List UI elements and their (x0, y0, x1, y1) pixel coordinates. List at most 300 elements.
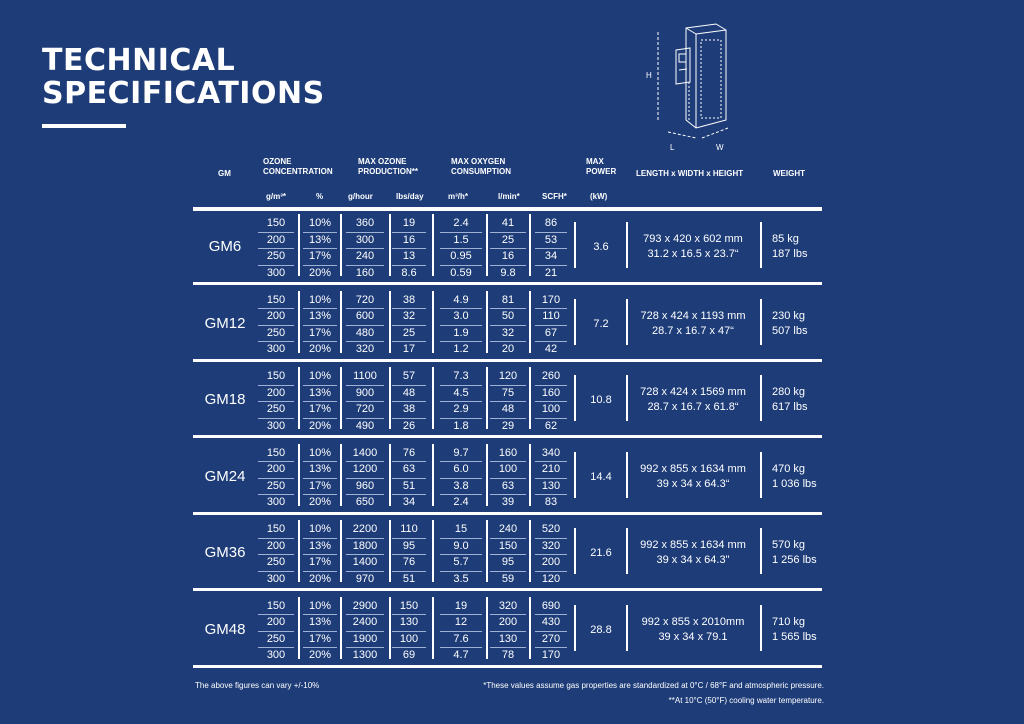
cell-value: 62 (544, 419, 558, 432)
title-line-1: TECHNICAL (42, 43, 236, 78)
cell-m3h (440, 293, 482, 358)
cell-value: 32 (392, 309, 426, 326)
column-divider (574, 375, 576, 421)
cell-value: 48 (392, 386, 426, 403)
cell-value: 95 (392, 539, 426, 556)
row-separator (193, 359, 822, 362)
cell-value: 160 (535, 386, 567, 403)
cell-value: 20% (308, 649, 332, 661)
cell-value: 2.4 (440, 216, 482, 233)
column-divider (340, 214, 342, 276)
cell-value: 25 (392, 326, 426, 343)
cell-value: 76 (392, 555, 426, 572)
cell-lmin (490, 369, 526, 434)
model-name: GM18 (204, 391, 246, 408)
subheader-m3h: m³/h* (448, 192, 468, 201)
column-divider (298, 597, 300, 659)
cell-value: 360 (346, 216, 384, 233)
cell-value: 430 (535, 615, 567, 632)
cell-value: 250 (258, 555, 294, 572)
header-max-oxygen-consumption: MAX OXYGEN CONSUMPTION (451, 157, 511, 176)
column-divider (486, 520, 488, 582)
model-name: GM48 (204, 620, 246, 638)
cell-value: 150 (258, 599, 294, 616)
max-power-value: 3.6 (593, 241, 609, 253)
cell-value: 5.7 (440, 555, 482, 572)
column-divider (574, 299, 576, 345)
cell-value: 17% (303, 249, 337, 266)
cell-value: 32 (490, 326, 526, 343)
column-divider (340, 444, 342, 506)
cell-value: 13% (303, 309, 337, 326)
column-divider (760, 605, 762, 651)
cell-value: 120 (541, 572, 561, 585)
cell-value: 13 (392, 249, 426, 266)
column-divider (529, 597, 531, 659)
cell-pct (303, 369, 337, 434)
cell-value: 490 (355, 419, 375, 432)
column-divider (389, 597, 391, 659)
cell-value: 150 (258, 446, 294, 463)
column-divider (340, 367, 342, 429)
title-underline (42, 124, 126, 128)
cell-value: 1400 (346, 555, 384, 572)
cell-value: 300 (266, 496, 286, 508)
weight-value (772, 462, 817, 492)
cell-value: 160 (490, 446, 526, 463)
cell-lbsday (392, 446, 426, 511)
cell-ghour (346, 369, 384, 434)
cell-value: 1200 (346, 462, 384, 479)
cell-value: 2400 (346, 615, 384, 632)
dimensions-value (628, 385, 758, 415)
cell-value: 100 (490, 462, 526, 479)
weight-value (772, 538, 817, 568)
cell-value: 130 (490, 632, 526, 649)
cell-value: 13% (303, 539, 337, 556)
cell-value: 320 (490, 599, 526, 616)
column-divider (760, 528, 762, 574)
cell-value: 270 (535, 632, 567, 649)
cell-gm3 (258, 293, 294, 358)
column-divider (340, 520, 342, 582)
cell-value: 320 (535, 539, 567, 556)
cell-value: 17% (303, 632, 337, 649)
cell-value: 39 (501, 496, 515, 508)
dimensions-imperial: 31.2 x 16.5 x 23.7“ (647, 248, 739, 260)
cell-value: 7.6 (440, 632, 482, 649)
column-divider (574, 605, 576, 651)
cell-value: 34 (535, 249, 567, 266)
column-divider (760, 299, 762, 345)
cell-value: 51 (402, 572, 416, 585)
max-power-value: 28.8 (590, 623, 612, 636)
column-divider (389, 520, 391, 582)
cell-value: 21 (544, 266, 558, 279)
cell-value: 100 (392, 632, 426, 649)
cell-value: 150 (392, 599, 426, 616)
cell-value: 320 (355, 343, 375, 355)
cell-value: 1.8 (453, 419, 469, 432)
column-divider (298, 214, 300, 276)
weight-value (772, 232, 807, 262)
cell-value: 200 (258, 539, 294, 556)
cell-value: 150 (258, 216, 294, 233)
cell-value: 48 (490, 402, 526, 419)
cell-value: 240 (346, 249, 384, 266)
cell-value: 3.5 (453, 572, 469, 585)
cell-value: 13% (303, 462, 337, 479)
column-divider (529, 291, 531, 353)
column-divider (529, 214, 531, 276)
footnote-cooling-water: **At 10°C (50°F) cooling water temperature. (668, 696, 824, 705)
model-name: GM12 (204, 314, 246, 332)
weight-lbs: 617 lbs (772, 401, 808, 413)
dimensions-metric: 992 x 855 x 1634 mm (640, 462, 746, 475)
column-divider (389, 367, 391, 429)
cell-pct (303, 522, 337, 587)
cell-value: 12 (440, 615, 482, 632)
weight-kg: 570 kg (772, 539, 806, 551)
dimensions-value (628, 462, 758, 492)
cell-value: 340 (535, 446, 567, 463)
column-divider (529, 367, 531, 429)
weight-kg: 85 kg (772, 233, 799, 245)
column-divider (389, 444, 391, 506)
weight-value (772, 309, 807, 339)
column-divider (760, 452, 762, 498)
cell-value: 15 (440, 522, 482, 539)
cell-scfh (535, 216, 567, 281)
cell-value: 7.3 (440, 369, 482, 386)
cell-value: 81 (490, 293, 526, 310)
row-separator (193, 282, 822, 285)
cell-value: 6.0 (440, 462, 482, 479)
weight-kg: 230 kg (772, 309, 806, 322)
cell-value: 16 (490, 249, 526, 266)
cell-value: 240 (490, 522, 526, 539)
footnote-gas-properties: *These values assume gas properties are standardized at 0°C / 68°F and atmospheric pressure. (483, 681, 824, 690)
cell-ghour (346, 446, 384, 511)
max-power-value: 7.2 (593, 317, 609, 330)
cell-value: 20% (308, 572, 332, 585)
header-dimensions: LENGTH x WIDTH x HEIGHT (636, 169, 744, 178)
cell-value: 720 (346, 293, 384, 310)
dimensions-value (628, 615, 758, 645)
cell-value: 17% (303, 326, 337, 343)
cell-value: 13% (303, 386, 337, 403)
cell-value: 75 (490, 386, 526, 403)
column-divider (298, 444, 300, 506)
row-separator (193, 588, 822, 591)
cell-value: 9.8 (500, 266, 516, 279)
dimensions-metric: 992 x 855 x 1634 mm (640, 539, 746, 551)
cell-value: 10% (303, 216, 337, 233)
cell-value: 2.4 (453, 496, 469, 508)
cell-value: 170 (535, 293, 567, 310)
cell-lmin (490, 599, 526, 664)
cell-lbsday (392, 216, 426, 281)
cell-value: 1800 (346, 539, 384, 556)
column-divider (486, 597, 488, 659)
cell-value: 67 (535, 326, 567, 343)
cell-value: 300 (346, 233, 384, 250)
cell-scfh (535, 522, 567, 587)
cell-value: 20% (308, 343, 332, 355)
cell-value: 1900 (346, 632, 384, 649)
cell-value: 17% (303, 402, 337, 419)
cell-gm3 (258, 369, 294, 434)
column-divider (389, 291, 391, 353)
cell-value: 1300 (352, 649, 378, 661)
cell-value: 9.0 (440, 539, 482, 556)
cell-value: 300 (266, 572, 286, 585)
subheader-kw: (kW) (590, 192, 608, 201)
cell-value: 150 (258, 293, 294, 310)
cell-value: 690 (535, 599, 567, 616)
cell-value: 1.5 (440, 233, 482, 250)
cell-value: 20% (308, 419, 332, 432)
cell-value: 13% (303, 615, 337, 632)
cell-value: 0.59 (450, 266, 472, 279)
cell-lbsday (392, 369, 426, 434)
dim-h-label: H (646, 71, 652, 80)
column-divider (529, 444, 531, 506)
cell-lmin (490, 293, 526, 358)
cell-value: 200 (535, 555, 567, 572)
cell-value: 53 (535, 233, 567, 250)
column-divider (340, 597, 342, 659)
cell-value: 38 (392, 402, 426, 419)
cell-ghour (346, 293, 384, 358)
model-name: GM36 (204, 544, 246, 561)
column-divider (432, 597, 434, 659)
cell-lbsday (392, 293, 426, 358)
cell-value: 1.9 (440, 326, 482, 343)
cell-value: 10% (303, 522, 337, 539)
cell-value: 13% (303, 233, 337, 250)
cell-value: 17 (402, 343, 416, 355)
weight-value (772, 385, 807, 415)
cell-value: 170 (541, 649, 561, 661)
cell-lbsday (392, 522, 426, 587)
cell-value: 250 (258, 632, 294, 649)
cell-value: 250 (258, 402, 294, 419)
cell-value: 200 (490, 615, 526, 632)
cell-value: 8.6 (401, 266, 417, 279)
dimensions-imperial: 39 x 34 x 64.3“ (656, 477, 730, 490)
cell-value: 120 (490, 369, 526, 386)
row-separator (193, 665, 822, 668)
weight-lbs: 1 565 lbs (772, 630, 817, 643)
dimensions-metric: 728 x 424 x 1193 mm (640, 309, 746, 322)
cell-value: 78 (501, 649, 515, 661)
cell-value: 51 (392, 479, 426, 496)
cell-value: 960 (346, 479, 384, 496)
cell-value: 4.9 (440, 293, 482, 310)
cell-scfh (535, 446, 567, 511)
title-line-2: SPECIFICATIONS (42, 76, 325, 111)
cell-m3h (440, 599, 482, 664)
cell-value: 38 (392, 293, 426, 310)
column-divider (389, 214, 391, 276)
cell-value: 300 (266, 266, 286, 279)
cell-gm3 (258, 522, 294, 587)
cell-value: 130 (392, 615, 426, 632)
subheader-scfh: SCFH* (542, 192, 567, 201)
cell-m3h (440, 446, 482, 511)
cell-value: 19 (392, 216, 426, 233)
cell-value: 0.95 (440, 249, 482, 266)
column-divider (486, 444, 488, 506)
cell-value: 10% (303, 446, 337, 463)
cell-value: 95 (490, 555, 526, 572)
cell-gm3 (258, 446, 294, 511)
cell-value: 76 (392, 446, 426, 463)
cell-value: 42 (544, 343, 558, 355)
cell-value: 260 (535, 369, 567, 386)
weight-value (772, 615, 817, 645)
cell-pct (303, 293, 337, 358)
column-divider (432, 291, 434, 353)
cell-value: 1.2 (453, 343, 469, 355)
cell-value: 150 (258, 522, 294, 539)
column-divider (574, 452, 576, 498)
cell-value: 250 (258, 479, 294, 496)
cell-value: 83 (544, 496, 558, 508)
cell-value: 20 (501, 343, 515, 355)
column-divider (486, 214, 488, 276)
cell-scfh (535, 293, 567, 358)
cell-value: 63 (490, 479, 526, 496)
cell-value: 250 (258, 249, 294, 266)
cell-value: 520 (535, 522, 567, 539)
cell-value: 1400 (346, 446, 384, 463)
cell-value: 86 (535, 216, 567, 233)
weight-lbs: 1 256 lbs (772, 554, 817, 566)
row-separator (193, 435, 822, 438)
header-max-power: MAX POWER (586, 157, 617, 176)
cell-value: 200 (258, 309, 294, 326)
header-gm: GM (218, 169, 231, 178)
cell-value: 160 (355, 266, 375, 279)
dimensions-metric: 793 x 420 x 602 mm (643, 233, 743, 245)
cell-scfh (535, 599, 567, 664)
weight-lbs: 507 lbs (772, 324, 808, 337)
model-name: GM24 (204, 467, 246, 485)
cell-value: 10% (303, 599, 337, 616)
table-top-rule (193, 207, 822, 211)
cell-value: 4.7 (453, 649, 469, 661)
cell-value: 63 (392, 462, 426, 479)
cell-value: 10% (303, 293, 337, 310)
cell-scfh (535, 369, 567, 434)
cell-value: 110 (392, 522, 426, 539)
cell-gm3 (258, 599, 294, 664)
cell-lmin (490, 522, 526, 587)
cell-value: 480 (346, 326, 384, 343)
dimensions-value (628, 232, 758, 262)
row-separator (193, 512, 822, 515)
cell-value: 4.5 (440, 386, 482, 403)
cell-value: 200 (258, 233, 294, 250)
column-divider (298, 520, 300, 582)
column-divider (298, 367, 300, 429)
cell-value: 100 (535, 402, 567, 419)
dim-w-label: W (716, 143, 724, 152)
cell-m3h (440, 369, 482, 434)
page-title (42, 44, 325, 110)
dimensions-metric: 728 x 424 x 1569 mm (640, 386, 746, 398)
column-divider (760, 375, 762, 421)
cell-value: 970 (355, 572, 375, 585)
dim-l-label: L (670, 143, 675, 152)
cell-m3h (440, 216, 482, 281)
column-divider (340, 291, 342, 353)
cell-ghour (346, 522, 384, 587)
subheader-lmin: l/min* (498, 192, 520, 201)
dimensions-metric: 992 x 855 x 2010mm (641, 615, 745, 628)
footnote-variance: The above figures can vary +/-10% (195, 681, 320, 690)
cell-value: 19 (440, 599, 482, 616)
cell-value: 300 (266, 649, 286, 661)
header-weight: WEIGHT (773, 169, 805, 178)
cell-value: 250 (258, 326, 294, 343)
column-divider (432, 444, 434, 506)
cell-value: 25 (490, 233, 526, 250)
cell-value: 29 (501, 419, 515, 432)
cell-value: 2200 (346, 522, 384, 539)
weight-lbs: 1 036 lbs (772, 477, 817, 490)
cell-value: 9.7 (440, 446, 482, 463)
cell-value: 50 (490, 309, 526, 326)
cell-value: 900 (346, 386, 384, 403)
cell-value: 110 (535, 309, 567, 326)
header-ozone-concentration: OZONE CONCENTRATION (263, 157, 333, 176)
subheader-gm3: g/m³* (266, 192, 286, 201)
cell-value: 17% (303, 555, 337, 572)
cell-value: 2.9 (440, 402, 482, 419)
cell-value: 210 (535, 462, 567, 479)
cell-pct (303, 216, 337, 281)
cell-lmin (490, 216, 526, 281)
cell-value: 17% (303, 479, 337, 496)
cell-value: 10% (303, 369, 337, 386)
cell-value: 200 (258, 386, 294, 403)
cell-value: 200 (258, 462, 294, 479)
cell-value: 16 (392, 233, 426, 250)
column-divider (574, 222, 576, 268)
cell-ghour (346, 216, 384, 281)
cell-value: 3.8 (440, 479, 482, 496)
column-divider (574, 528, 576, 574)
column-divider (432, 520, 434, 582)
cell-value: 69 (402, 649, 416, 661)
cell-gm3 (258, 216, 294, 281)
dimensions-value (628, 538, 758, 568)
cell-value: 3.0 (440, 309, 482, 326)
max-power-value: 10.8 (590, 394, 612, 406)
weight-kg: 470 kg (772, 462, 806, 475)
max-power-value: 14.4 (590, 470, 612, 483)
weight-lbs: 187 lbs (772, 248, 808, 260)
column-divider (486, 291, 488, 353)
cell-value: 26 (402, 419, 416, 432)
max-power-value: 21.6 (590, 547, 612, 559)
cell-value: 59 (501, 572, 515, 585)
column-divider (486, 367, 488, 429)
ozone-generator-illustration (646, 20, 756, 160)
